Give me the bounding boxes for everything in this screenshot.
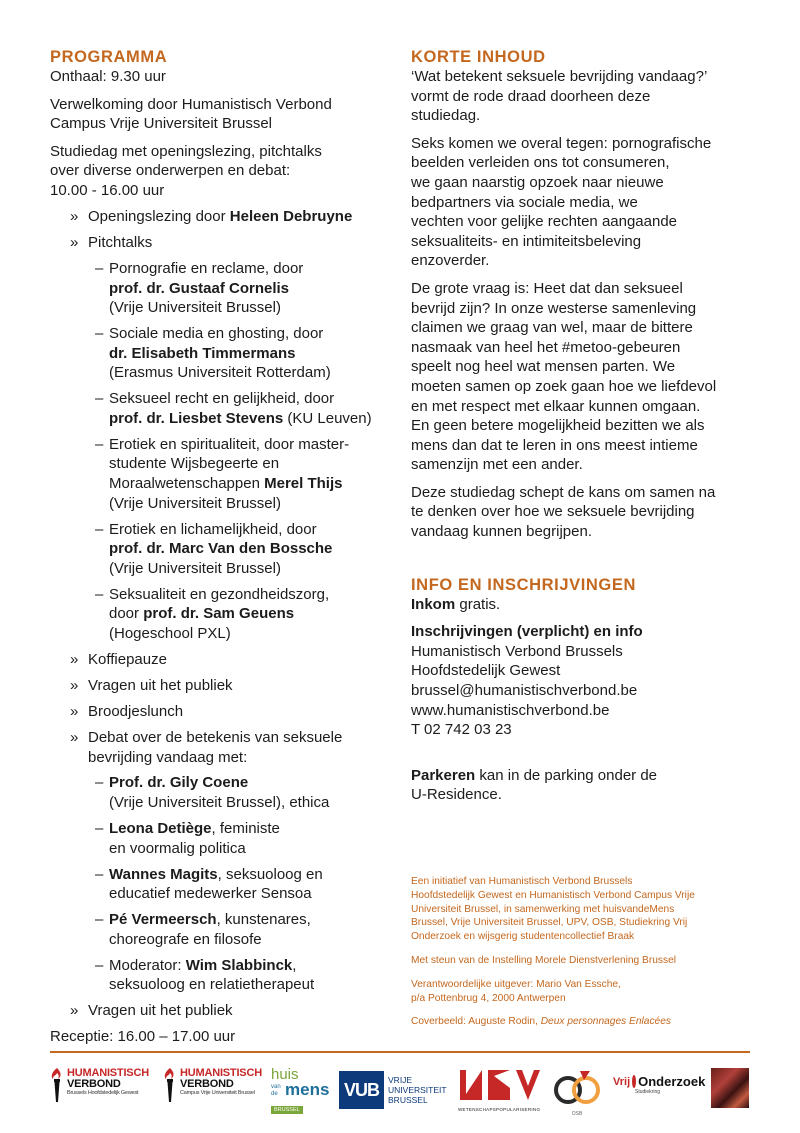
bullet-mark: » [70,207,79,225]
programme-item-lunch: » Broodjeslunch [70,702,184,720]
huisvandemens-logo[interactable]: huis van de mens BRUSSEL [271,1066,330,1113]
dash-mark: – [95,911,104,929]
intro-paragraph: Deze studiedag schept de kans om samen na te denken over hoe we seksuele bevrijding vandaag kunnen begrijpen. [411,483,716,541]
dash-mark: – [95,865,104,883]
braak-logo[interactable] [711,1068,749,1108]
programme-item-opening: » Openingslezing door Heleen Debruyne [70,207,353,225]
coverbeeld-text: Coverbeeld: Auguste Rodin, Deux personnages Enlacées [411,1016,671,1028]
dash-mark: – [95,520,104,538]
speaker-name: Leona Detiège [109,820,212,838]
speaker-name: dr. Elisabeth Timmermans [109,344,296,362]
dash-mark: – [95,325,104,343]
speaker-name: Wannes Magits [109,865,218,883]
steun-text: Met steun van de Instelling Morele Dienstverlening Brussel [411,954,677,966]
studiedag-block [50,142,380,201]
programma-heading: PROGRAMMA [50,48,168,66]
dash-mark: – [95,390,104,408]
dash-mark: – [95,435,104,453]
phone-number: T 02 742 03 23 [411,721,512,739]
welkom-block [50,95,380,134]
studiedag-line: over diverse onderwerpen en debat: [50,162,291,180]
programme-item-pitchtalks: » Pitchtalks [70,233,153,251]
torch-icon [50,1068,64,1102]
pitchtalk-item: – Erotiek en spiritualiteit, door master- studente Wijsbegeerte en Moraalwetenschappen Merel Thijs (Vrije Universiteit Brussel) [95,435,350,512]
pitchtalk-item: – Sociale media en ghosting, door dr. Elisabeth Timmermans (Erasmus Universiteit Rotterdam) [50,324,380,383]
bullet-mark: » [70,1002,79,1020]
uitgever-text: Verantwoordelijke uitgever: Mario Van Essche, p/a Pottenbrug 4, 2000 Antwerpen [411,978,621,1004]
dash-mark: – [95,585,104,603]
vrij-onderzoek-logo[interactable]: Vrij Onderzoek Studiekring [613,1074,706,1095]
bullet-mark: » [70,233,79,251]
panel-member: – Prof. dr. Gily Coene (Vrije Universiteit Brussel), ethica [95,774,330,812]
upv-mark-icon [458,1068,542,1102]
programme-item-debat: » Debat over de betekenis van seksuele bevrijding vandaag met: [70,728,343,766]
dash-mark: – [95,259,104,277]
footer-divider [50,1051,750,1053]
website-link[interactable]: www.humanistischverbond.be [411,701,610,719]
info-heading: INFO EN INSCHRIJVINGEN [411,575,636,594]
panel-member: – Leona Detiège, feministe en voormalig politica [95,820,280,857]
bullet-mark: » [70,702,79,720]
pitchtalk-item: – Pornografie en reclame, door prof. dr. Gustaaf Cornelis (Vrije Universiteit Brussel) [50,259,380,318]
speaker-name: prof. dr. Marc Van den Bossche [109,540,333,558]
bullet-mark: » [70,728,79,746]
panel-moderator: – Moderator: Wim Slabbinck, seksuoloog en relatietherapeut [95,956,315,994]
pitchtalk-item: – Seksueel recht en gelijkheid, door prof. dr. Liesbet Stevens (KU Leuven) [95,390,372,427]
info-column [411,48,761,1028]
welkom-line: Verwelkoming door Humanistisch Verbond [50,95,332,113]
inkom-text: Inkom gratis. [411,595,501,613]
intro-paragraph: De grote vraag is: Heet dat dan seksueel bevrijd zijn? In onze westerse samenleving claimen we graag van wel, maar de bittere nasmaak van heel het #metoo-gebeuren speelt nog heel wat mensen parten. We moeten samen op zoek gaan hoe we liefdevol en met respect met elkaar kunnen omgaan. En geen betere mogelijkheid bezitten we als mens dan dat te leren in ons meest intieme samenzijn met een ander. [411,279,717,474]
speaker-name: Prof. dr. Gily Coene [109,774,249,792]
onthaal-text: Onthaal: 9.30 uur [50,68,166,85]
studiedag-line: Studiedag met openingslezing, pitchtalks [50,142,322,160]
programma-column [50,48,380,1047]
speaker-name: Pé Vermeersch [109,911,217,929]
bullet-mark: » [70,650,79,668]
vub-logo[interactable]: VUB VRIJE UNIVERSITEIT BRUSSEL [339,1068,434,1112]
dash-mark: – [95,774,104,792]
studiedag-time: 10.00 - 16.00 uur [50,181,165,199]
email-link[interactable]: brussel@humanistischverbond.be [411,682,638,700]
pitchtalk-item: – Seksualiteit en gezondheidszorg, door prof. dr. Sam Geuens (Hogeschool PXL) [95,585,330,642]
parkeren-text: Parkeren kan in de parking onder de U-Residence. [411,766,658,804]
panel-member: – Pé Vermeersch, kunstenares, choreografe en filosofe [95,911,311,948]
osb-mark-icon [550,1068,604,1106]
humanistisch-verbond-brussel-logo[interactable]: HUMANISTISCH VERBOND Brussels Hoofdstedelijk Gewest [50,1068,160,1112]
speaker-name: Wim Slabbinck [185,956,293,974]
korte-inhoud-heading: KORTE INHOUD [411,48,546,66]
circle-icon [632,1075,636,1088]
programme-item-vragen: » Vragen uit het publiek [70,676,233,694]
speaker-name: prof. dr. Sam Geuens [143,605,295,623]
humanistisch-verbond-campus-logo[interactable]: HUMANISTISCH VERBOND Campus Vrije Universiteit Brussel [163,1068,271,1112]
torch-icon [163,1068,177,1102]
speaker-name: Heleen Debruyne [229,207,353,225]
credits-block [411,875,761,1029]
dash-mark: – [95,820,104,838]
initiatief-text: Een initiatief van Humanistisch Verbond Brussels Hoofdstedelijk Gewest en Humanistisch Verbond Campus Vrije Universiteit Brussel, in samenwerking met huisvandeMens Brussel, Vrije Universiteit Brussel, UPV, OSB, Studiekring Vrij Onderzoek en wijsgerig studentencollectief Braak [411,876,695,943]
speaker-name: prof. dr. Liesbet Stevens [109,409,284,427]
intro-paragraph: Seks komen we overal tegen: pornografische beelden verleiden ons tot consumeren, we gaan naarstig opzoek naar nieuwe bedpartners via sociale media, we vechten voor gelijke rechten aangaande seksualiteits- en intimiteitsbeleving enzoverder. [411,134,712,270]
programme-item-koffiepauze: » Koffiepauze [70,650,167,668]
upv-logo[interactable]: WETENSCHAPSPOPULARISERING [458,1068,542,1112]
programme-item-vragen-2: » Vragen uit het publiek [70,1002,233,1020]
speaker-name: Merel Thijs [264,475,343,493]
bullet-mark: » [70,676,79,694]
partner-logos [50,1066,750,1117]
welkom-line: Campus Vrije Universiteit Brussel [50,115,273,133]
intro-paragraph: ‘Wat betekent seksuele bevrijding vandaag?’ vormt de rode draad doorheen deze studiedag. [411,68,708,125]
speaker-name: prof. dr. Gustaaf Cornelis [109,279,290,297]
osb-logo[interactable]: OSB [550,1068,604,1112]
dash-mark: – [95,956,104,974]
receptie-text: Receptie: 16.00 – 17.00 uur [50,1027,236,1045]
pitchtalk-item: – Erotiek en lichamelijkheid, door prof. dr. Marc Van den Bossche (Vrije Universiteit Brussel) [50,520,380,579]
contact-block: Inschrijvingen (verplicht) en info Humanistisch Verbond Brussels Hoofdstedelijk Gewest brussel@humanistischverbond.be www.humanistischverbond.be T 02 742 03 23 [411,622,761,740]
panel-member: – Wannes Magits, seksuoloog en educatief medewerker Sensoa [95,865,323,903]
